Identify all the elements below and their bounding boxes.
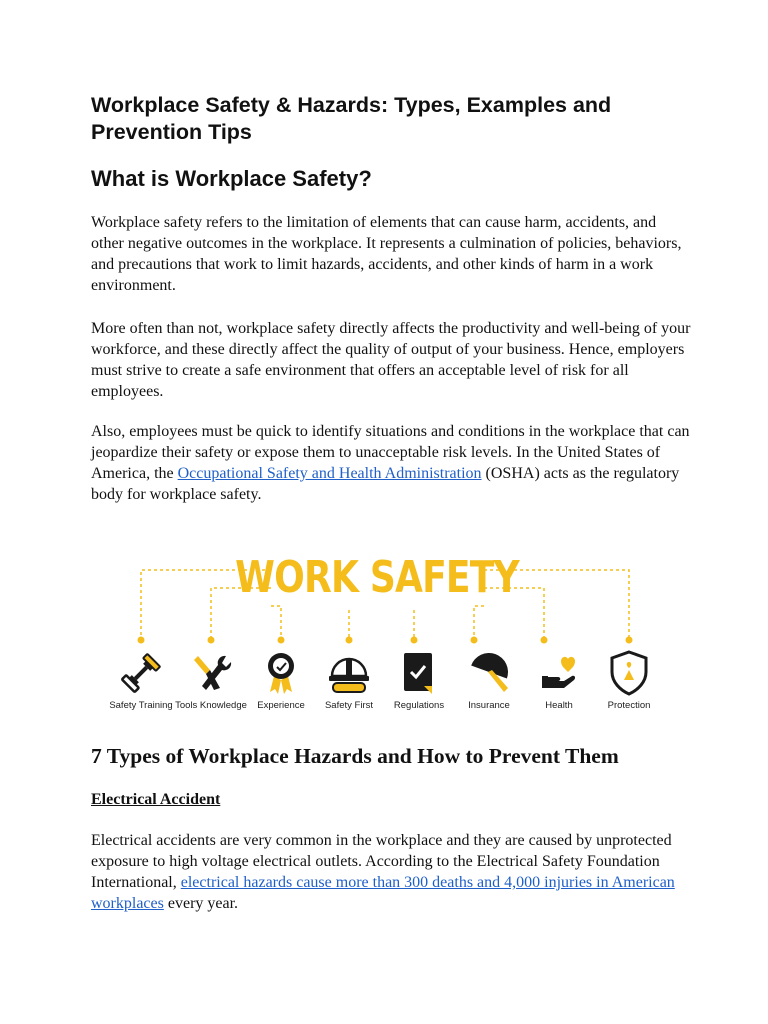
- paragraph-electrical-text-after: every year.: [163, 895, 239, 912]
- infographic-item-experience: [246, 648, 316, 748]
- paragraph-osha-text-before: Also, employees must be quick to identify situations and conditions in the workplace that can jeopardize their safety or expose them to unacceptable risk levels. In the United States of America, the: [91, 423, 690, 482]
- paragraph-osha-text-after: (OSHA) acts as the regulatory body for workplace safety.: [91, 465, 680, 503]
- infographic-label-insurance: Insurance: [468, 700, 510, 711]
- infographic-label-experience: Experience: [257, 700, 305, 711]
- work-safety-title: WORK SAFETY: [235, 552, 519, 603]
- osha-link[interactable]: Occupational Safety and Health Administration: [177, 465, 482, 482]
- infographic-item-protection: [594, 648, 664, 748]
- infographic-item-safety-first: [314, 648, 384, 748]
- paragraph-productivity: More often than not, workplace safety directly affects the productivity and well-being of your workforce, and these directly affect the quality of output of your business. Hence, employers must strive to create a safe environment that offers an acceptable level of risk for all employees.: [91, 320, 691, 400]
- paragraph-definition: Workplace safety refers to the limitation of elements that can cause harm, accidents, and other negative outcomes in the workplace. It represents a culmination of policies, behaviors, and precautions that work to limit hazards, accidents, and other kinds of harm in a work environment.: [91, 214, 682, 294]
- infographic-label-safety-first: Safety First: [324, 700, 374, 711]
- section-heading-hazard-types: 7 Types of Workplace Hazards and How to Prevent Them: [91, 744, 619, 768]
- shield-icon: [604, 648, 654, 698]
- section-heading-what: What is Workplace Safety?: [91, 166, 372, 191]
- tools-icon: [186, 648, 236, 698]
- infographic-label-health: Health: [545, 700, 573, 711]
- award-medal-icon: [256, 648, 306, 698]
- infographic-label-tools-knowledge: Tools Knowledge: [175, 700, 247, 711]
- infographic-label-regulations: Regulations: [393, 700, 445, 711]
- infographic-item-regulations: [384, 648, 454, 748]
- paragraph-electrical-text-before: Electrical accidents are very common in the workplace and they are caused by unprotected exposure to high voltage electrical outlets. According to the Electrical Safety Foundation International,: [91, 832, 672, 891]
- subsection-heading-electrical: Electrical Accident: [91, 791, 221, 808]
- infographic-item-insurance: [454, 648, 524, 748]
- infographic-item-tools-knowledge: [176, 648, 246, 748]
- hard-hat-icon: [324, 648, 374, 698]
- checklist-icon: [394, 648, 444, 698]
- work-safety-infographic: [96, 548, 658, 720]
- infographic-item-safety-training: [106, 648, 176, 748]
- infographic-item-health: [524, 648, 594, 748]
- infographic-label-safety-training: Safety Training: [109, 700, 173, 711]
- page-title: Workplace Safety & Hazards: Types, Examples and Prevention Tips: [91, 93, 612, 144]
- heart-hand-icon: [534, 648, 584, 698]
- electrical-hazards-link[interactable]: electrical hazards cause more than 300 deaths and 4,000 injuries in American workplaces: [91, 874, 675, 912]
- infographic-label-protection: Protection: [607, 700, 651, 711]
- paragraph-electrical: [91, 830, 691, 914]
- dumbbell-icon: [116, 648, 166, 698]
- umbrella-icon: [464, 648, 514, 698]
- paragraph-osha: [91, 421, 691, 505]
